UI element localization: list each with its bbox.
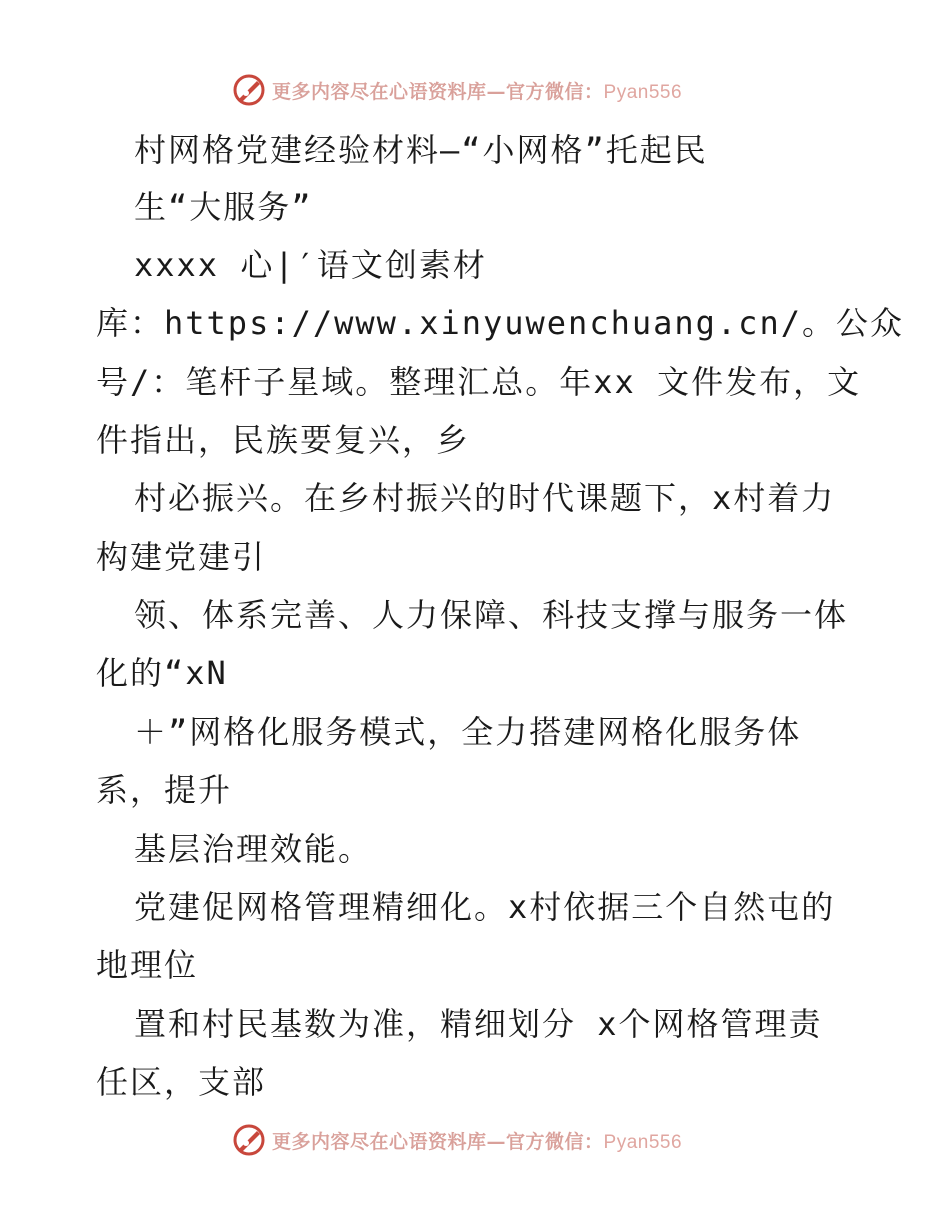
text-line: 领、体系完善、人力保障、科技支撑与服务一体 <box>134 596 849 634</box>
text-line: 生“大服务” <box>134 188 313 226</box>
watermark-wechat-id: Pyan556 <box>603 1131 683 1153</box>
text-line: 库：https://www.xinyuwenchuang.cn/。公众 <box>96 304 904 342</box>
text-line: 构建党建引 <box>96 538 267 576</box>
text-line: 号/：笔杆子星域。整理汇总。年xx 文件发布，文 <box>96 363 862 401</box>
text-line: 党建促网格管理精细化。x村依据三个自然屯的 <box>134 888 836 926</box>
text-line: 基层治理效能。 <box>134 830 373 868</box>
text-line: 村网格党建经验材料—“小网格”托起民 <box>134 131 708 169</box>
pen-logo-icon <box>232 1123 266 1157</box>
watermark-text: 更多内容尽在心语资料库—官方微信：Pyan556 <box>272 1130 683 1153</box>
text-line: 件指出，民族要复兴，乡 <box>96 421 471 459</box>
header-watermark <box>232 70 682 110</box>
watermark-text: 更多内容尽在心语资料库—官方微信：Pyan556 <box>272 80 683 103</box>
pen-logo-icon <box>232 73 266 107</box>
text-line: xxxx 心|′语文创素材 <box>134 246 487 284</box>
text-line: 地理位 <box>96 946 199 984</box>
text-line: 任区，支部 <box>96 1063 267 1101</box>
text-line: ＋”网格化服务模式，全力搭建网格化服务体 <box>134 713 802 751</box>
watermark-wechat-id: Pyan556 <box>603 81 683 103</box>
text-line: 系，提升 <box>96 771 233 809</box>
text-line: 村必振兴。在乡村振兴的时代课题下，x村着力 <box>134 479 836 517</box>
text-line: 置和村民基数为准，精细划分 x个网格管理责 <box>134 1005 823 1043</box>
text-line: 化的“xN <box>96 654 228 692</box>
footer-watermark <box>232 1120 682 1160</box>
